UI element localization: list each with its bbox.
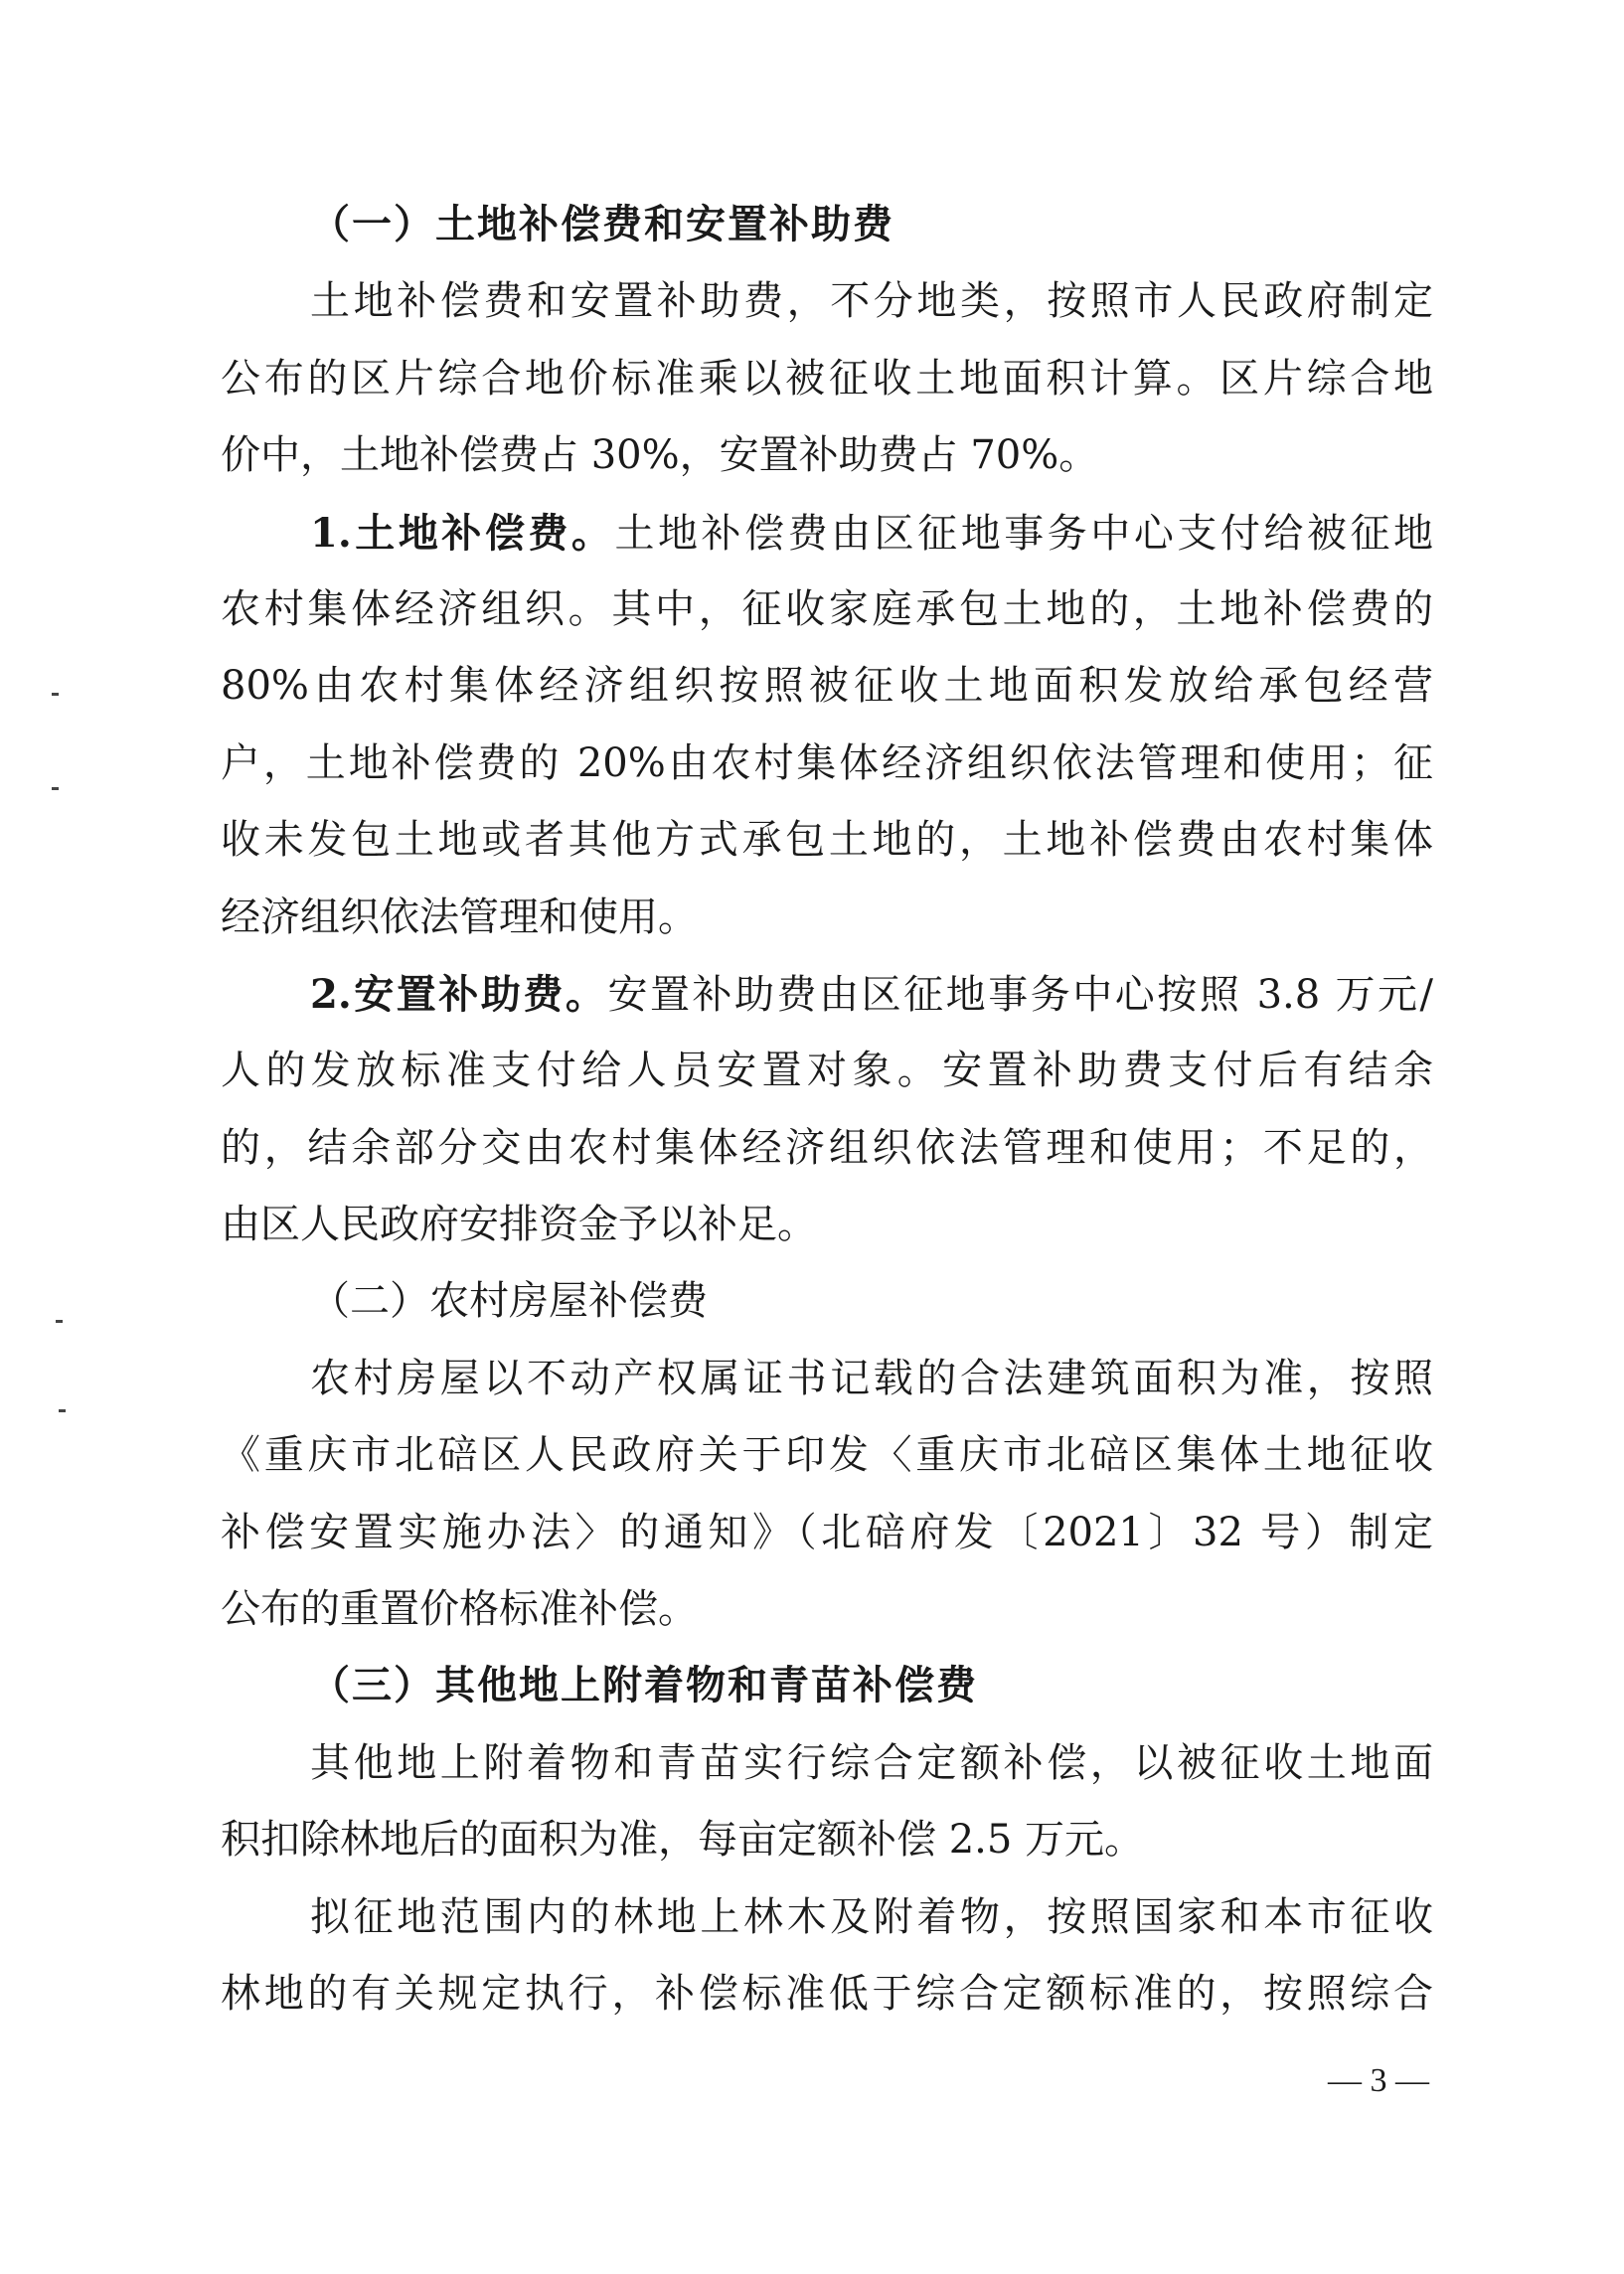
scan-mark xyxy=(59,1409,66,1412)
section-heading: （二）农村房屋补偿费 xyxy=(310,1278,708,1325)
paragraph-line: 人的发放标准支付给人员安置对象。安置补助费支付后有结余 xyxy=(221,1048,1433,1094)
section-heading: （一）土地补偿费和安置补助费 xyxy=(310,202,894,247)
paragraph-line: 其他地上附着物和青苗实行综合定额补偿，以被征收土地面 xyxy=(310,1739,1433,1786)
paragraph-line: 的，结余部分交由农村集体经济组织依法管理和使用；不足的， xyxy=(221,1124,1433,1171)
paragraph-line: 收未发包土地或者其他方式承包土地的，土地补偿费由农村集体 xyxy=(221,817,1433,864)
paragraph-line: 农村房屋以不动产权属证书记载的合法建筑面积为准，按照 xyxy=(310,1355,1433,1401)
paragraph-line: 拟征地范围内的林地上林木及附着物，按照国家和本市征收 xyxy=(310,1893,1433,1940)
paragraph-line: 80%由农村集体经济组织按照被征收土地面积发放给承包经营 xyxy=(221,663,1433,710)
document-body xyxy=(221,187,1433,2032)
paragraph-line: 林地的有关规定执行，补偿标准低于综合定额标准的，按照综合 xyxy=(221,1970,1433,2017)
item-first-line xyxy=(221,495,1433,571)
scan-mark xyxy=(56,1320,63,1323)
paragraph-line: 由区人民政府安排资金予以补足。 xyxy=(221,1202,817,1248)
page-number: — 3 — xyxy=(1328,2062,1429,2099)
paragraph-line: 公布的重置价格标准补偿。 xyxy=(221,1586,698,1633)
paragraph-line: 公布的区片综合地价标准乘以被征收土地面积计算。区片综合地 xyxy=(221,355,1433,402)
item-label: 2.安置补助费。 xyxy=(310,970,608,1018)
paragraph-line: 补偿安置实施办法〉的通知》（北碚府发〔2021〕32 号）制定 xyxy=(221,1509,1433,1555)
paragraph-line: 农村集体经济组织。其中，征收家庭承包土地的，土地补偿费的 xyxy=(221,585,1433,632)
paragraph-line: 积扣除林地后的面积为准，每亩定额补偿 2.5 万元。 xyxy=(221,1817,1145,1864)
scan-mark xyxy=(52,693,59,696)
paragraph-line: 土地补偿费和安置补助费，不分地类，按照市人民政府制定 xyxy=(310,278,1433,325)
paragraph-line: 《重庆市北碚区人民政府关于印发〈重庆市北碚区集体土地征收 xyxy=(221,1432,1433,1479)
paragraph-line: 经济组织依法管理和使用。 xyxy=(221,893,698,940)
item-text: 安置补助费由区征地事务中心按照 3.8 万元/ xyxy=(607,971,1433,1018)
item-first-line xyxy=(221,956,1433,1033)
item-label: 1.土地补偿费。 xyxy=(310,509,615,557)
paragraph-line: 户，土地补偿费的 20%由农村集体经济组织依法管理和使用；征 xyxy=(221,739,1433,786)
scan-mark xyxy=(52,787,59,790)
item-text: 土地补偿费由区征地事务中心支付给被征地 xyxy=(614,510,1433,557)
section-heading: （三）其他地上附着物和青苗补偿费 xyxy=(310,1663,978,1709)
paragraph-line: 价中，土地补偿费占 30%，安置补助费占 70%。 xyxy=(221,432,1099,479)
